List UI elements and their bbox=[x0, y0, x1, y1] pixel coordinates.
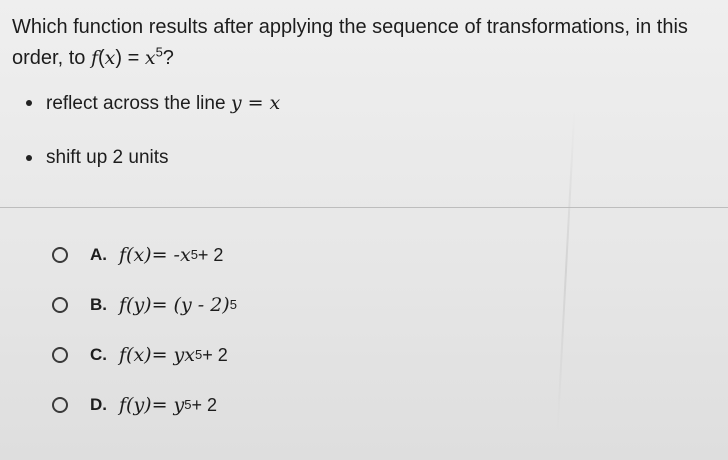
option-c-letter: C. bbox=[90, 345, 107, 364]
option-a-mid: = -x bbox=[151, 244, 191, 266]
function-variable: x bbox=[104, 47, 116, 69]
bullet-shift bbox=[26, 146, 169, 170]
radio-button-d[interactable] bbox=[52, 397, 68, 413]
question-mark: ? bbox=[162, 47, 174, 69]
option-a-letter: A. bbox=[90, 245, 107, 264]
option-c-lhs: f(x) bbox=[119, 344, 152, 366]
option-d-mid: = y bbox=[151, 394, 185, 416]
equals-sign: = bbox=[122, 47, 145, 69]
option-b[interactable]: B. f(y) = (y - 2) 5 bbox=[52, 292, 237, 318]
divider bbox=[0, 207, 728, 208]
bullet-reflect-math: y = x bbox=[230, 92, 281, 114]
paren-close: ) bbox=[115, 47, 123, 69]
radio-button-a[interactable] bbox=[52, 247, 68, 263]
option-d-tail: + 2 bbox=[191, 394, 218, 415]
option-c[interactable]: C. f(x) = yx 5 + 2 bbox=[52, 342, 228, 368]
option-b-lhs: f(y) bbox=[119, 294, 152, 316]
option-a-tail: + 2 bbox=[197, 244, 224, 265]
exponent: 5 bbox=[155, 44, 163, 60]
radio-button-c[interactable] bbox=[52, 347, 68, 363]
question-line-1: Which function results after applying the sequence of transformations, in this bbox=[12, 16, 688, 38]
bullet-reflect bbox=[26, 91, 280, 116]
option-b-mid: = (y - 2) bbox=[151, 294, 230, 316]
question-line-2 bbox=[12, 43, 718, 74]
function-name: f bbox=[90, 47, 98, 69]
option-d[interactable]: D. f(y) = y 5 + 2 bbox=[52, 392, 217, 418]
option-c-tail: + 2 bbox=[202, 344, 228, 365]
background-scratch bbox=[557, 110, 576, 430]
base-variable: x bbox=[144, 47, 156, 69]
option-d-letter: D. bbox=[90, 395, 107, 414]
question-prefix: order, to bbox=[12, 47, 91, 69]
radio-button-b[interactable] bbox=[52, 297, 68, 313]
option-a[interactable]: A. f(x) = -x 5 + 2 bbox=[52, 242, 223, 268]
paren-open: ( bbox=[97, 47, 105, 69]
option-c-mid: = yx bbox=[151, 344, 195, 366]
option-a-lhs: f(x) bbox=[119, 244, 152, 266]
bullet-shift-text: shift up 2 units bbox=[46, 147, 169, 168]
option-b-letter: B. bbox=[90, 295, 107, 314]
bullet-reflect-text: reflect across the line bbox=[46, 93, 231, 114]
option-d-lhs: f(y) bbox=[119, 394, 152, 416]
question-text bbox=[12, 12, 718, 74]
